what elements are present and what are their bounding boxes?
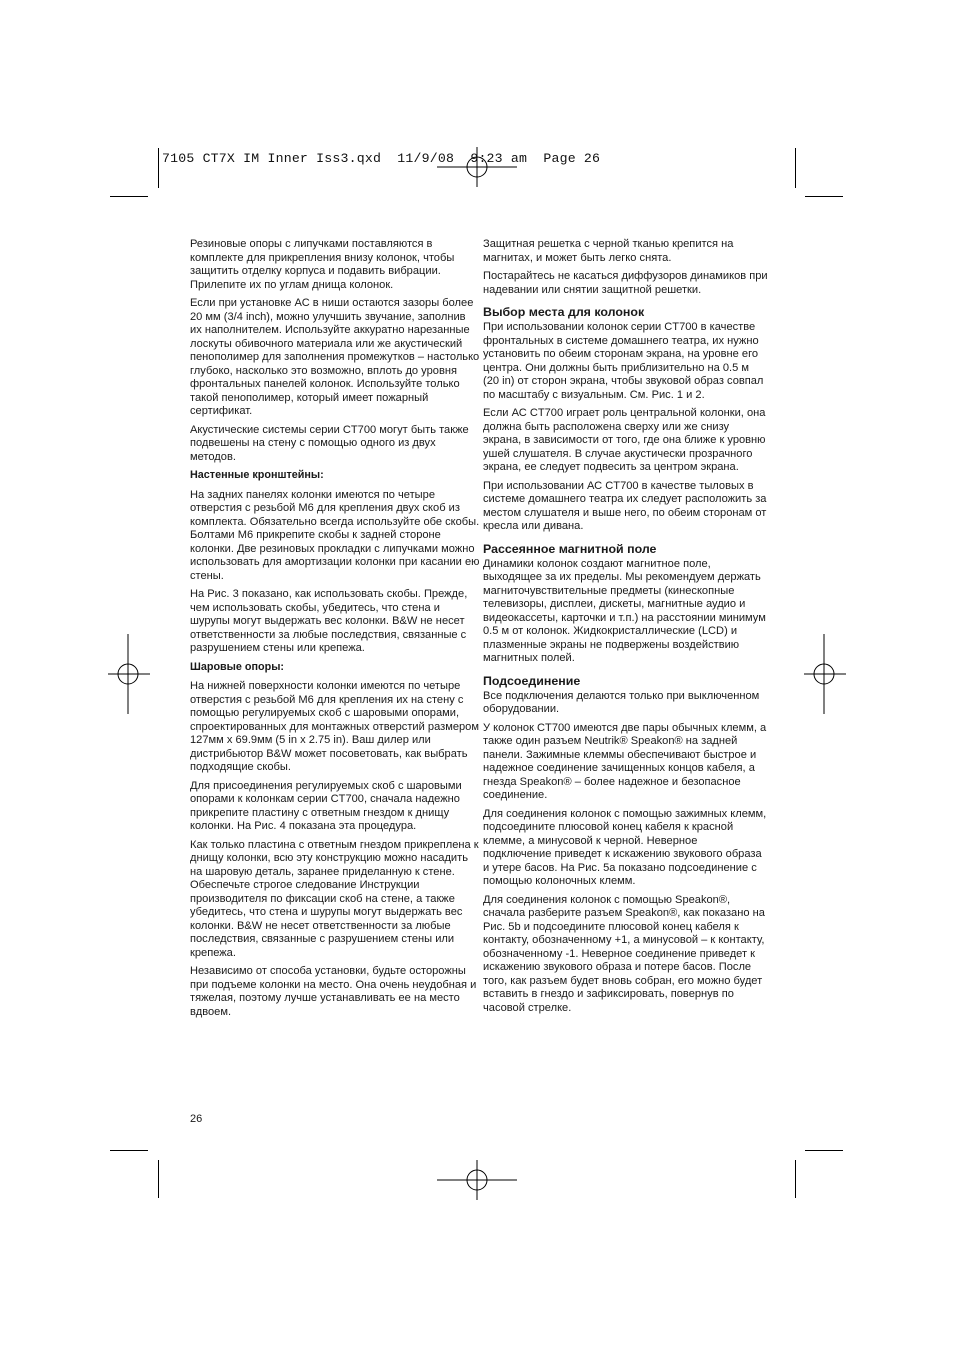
paragraph: Если при установке АС в ниши остаются зазоры более 20 мм (3/4 inch), можно улучшить звучание, заполнив их наполнителем. Используйте аккуратно нарезанные лоскуты обивочного материала или же акустический пенополимер для заполнения промежутков – настолько глубоко, насколько это возможно, вплоть до уровня фронтальных панелей колонок. Используйте только такой пенополимер, который имеет пожарный сертификат. bbox=[190, 297, 480, 417]
paragraph: Динамики колонок создают магнитное поле, выходящее за их пределы. Мы рекомендуем держать магниточувствительные предметы (кинескопные телевизоры, дисплеи, дискеты, магнитные аудио и видеокассеты, карточки и т.п.) на расстоянии минимум 0.5 м от колонок. Жидкокристаллические (LCD) и плазменные экраны не подвержены воздействию магнитных полей. bbox=[483, 557, 766, 664]
section-heading-placement: Выбор места для колонок bbox=[483, 305, 645, 319]
paragraph: Независимо от способа установки, будьте осторожны при подъеме колонки на место. Она очень неудобная и тяжелая, поэтому лучше устанавливать ее на место вдвоем. bbox=[190, 965, 477, 1018]
crop-mark bbox=[158, 1160, 159, 1198]
subheading-wall-brackets: Настенные кронштейны: bbox=[190, 469, 324, 481]
page-number: 26 bbox=[190, 1113, 203, 1125]
paragraph: Все подключения делаются только при выключенном оборудовании. bbox=[483, 689, 760, 715]
right-column bbox=[483, 238, 768, 1020]
paragraph: Для соединения колонок с помощью Speakon®, сначала разберите разъем Speakon®, как показано на Рис. 5b и подсоедините плюсовой конец кабеля к контакту, обозначенному +1, а минусовой – к контакту, обозначенному -1. Неверное соединение приведет к искажению звукового образа и потере басов. После того, как разъем будет вновь собран, его можно будет вставить в гнездо и зафиксировать, повернув по часовой стрелке. bbox=[483, 893, 765, 1014]
paragraph: У колонок CT700 имеются две пары обычных клемм, а также один разъем Neutrik® Speakon® на задней панели. Зажимные клеммы обеспечивают быстрое и надежное соединение зачищенных концов кабеля, а гнезда Speakon® – более надежное и безопасное соединение. bbox=[483, 721, 767, 801]
paragraph: Для соединения колонок с помощью зажимных клемм, подсоедините плюсовой конец кабеля к красной клемме, а минусовой к черной. Неверное подключение приведет к искажению звукового образа и утере басов. На Рис. 5а показано подсоединение с помощью колоночных клемм. bbox=[483, 807, 767, 887]
crop-mark bbox=[795, 148, 796, 188]
crop-mark bbox=[110, 1150, 148, 1151]
paragraph: На нижней поверхности колонки имеются по четыре отверстия с резьбой М6 для крепления их на стену с помощью регулируемых скоб с шаровыми опорами, спроектированных для монтажных отверстий размером 127мм x 69.9мм (5 in x 2.75 in). Ваш дилер или дистрибьютор B&W может посоветовать, как выбрать подходящие скобы. bbox=[190, 680, 479, 773]
paragraph: Резиновые опоры с липучками поставляются в комплекте для прикрепления внизу колонок, чтобы защитить отделку корпуса и подавить вибрации. Прилепите их по углам днища колонок. bbox=[190, 238, 455, 291]
crop-mark bbox=[805, 196, 843, 197]
crop-mark bbox=[158, 148, 159, 188]
paragraph: При использовании колонок серии CT700 в качестве фронтальных в системе домашнего театра, их нужно установить по обеим сторонам экрана, на уровне его центра. Они должны быть приблизительно на 0.5 м (20 in) от сторон экрана, чтобы звуковой образ совпал по масштабу с визуальным. См. Рис. 1 и 2. bbox=[483, 321, 764, 401]
paragraph: Защитная решетка с черной тканью крепится на магнитах, и может быть легко снята. bbox=[483, 238, 734, 264]
crop-mark bbox=[795, 1160, 796, 1198]
crop-mark bbox=[110, 196, 148, 197]
registration-mark-icon bbox=[804, 634, 846, 714]
left-column bbox=[190, 238, 480, 1024]
paragraph: На задних панелях колонки имеются по четыре отверстия с резьбой М6 для крепления двух скоб из комплекта. Обязательно всегда используйте обе скобы. Болтами М6 прикрепите скобы к задней стороне колонки. Две резиновых прокладки с липучками можно использовать для амортизации колонки при касании ею стены. bbox=[190, 488, 480, 582]
section-heading-magnetic-field: Рассеянное магнитной поле bbox=[483, 541, 657, 556]
file-slug: 7105 CT7X IM Inner Iss3.qxd 11/9/08 9:23 am Page 26 bbox=[162, 151, 601, 166]
paragraph: Как только пластина с ответным гнездом прикреплена к днищу колонки, всю эту конструкцию можно насадить на шаровую деталь, заранее приделанную к стене. Обеспечьте строгое следование Инструкции производителя по фиксации скоб на стене, а также убедитесь, что стена и шурупы могут выдержать вес колонки. B&W не несет ответственности за любые последствия, связанные с разрушением стены или крепежа. bbox=[190, 838, 479, 959]
section-heading-connection: Подсоединение bbox=[483, 673, 581, 688]
crop-mark bbox=[805, 1150, 843, 1151]
registration-mark-icon bbox=[108, 634, 150, 714]
paragraph: При использовании АС CT700 в качестве тыловых в системе домашнего театра их следует расположить за местом слушателя и выше него, по обеим сторонам от кресла или дивана. bbox=[483, 479, 767, 532]
registration-mark-icon bbox=[437, 1160, 517, 1200]
paragraph: Для присоединения регулируемых скоб с шаровыми опорами к колонкам серии CT700, сначала надежно прикрепите пластину с ответным гнездом к днищу колонки. На Рис. 4 показана эта процедура. bbox=[190, 779, 462, 832]
paragraph: На Рис. 3 показано, как использовать скобы. Прежде, чем использовать скобы, убедитесь, что стена и шурупы могут выдержать вес колонки. B&W не несет ответственности за любые последствия, связанные с разрушением стены или крепежа. bbox=[190, 588, 468, 654]
paragraph: Акустические системы серии CT700 могут быть также подвешены на стену с помощью одного из двух методов. bbox=[190, 423, 469, 463]
paragraph: Если АС CT700 играет роль центральной колонки, она должна быть расположена сверху или же снизу экрана, в зависимости от того, где она ближе к уровню ушей слушателя. В случае акустически прозрачного экрана, ее следует подвесить за центром экрана. bbox=[483, 407, 766, 473]
subheading-ball-joints: Шаровые опоры: bbox=[190, 660, 285, 673]
paragraph: Постарайтесь не касаться диффузоров динамиков при надевании или снятии защитной решетки. bbox=[483, 270, 768, 296]
